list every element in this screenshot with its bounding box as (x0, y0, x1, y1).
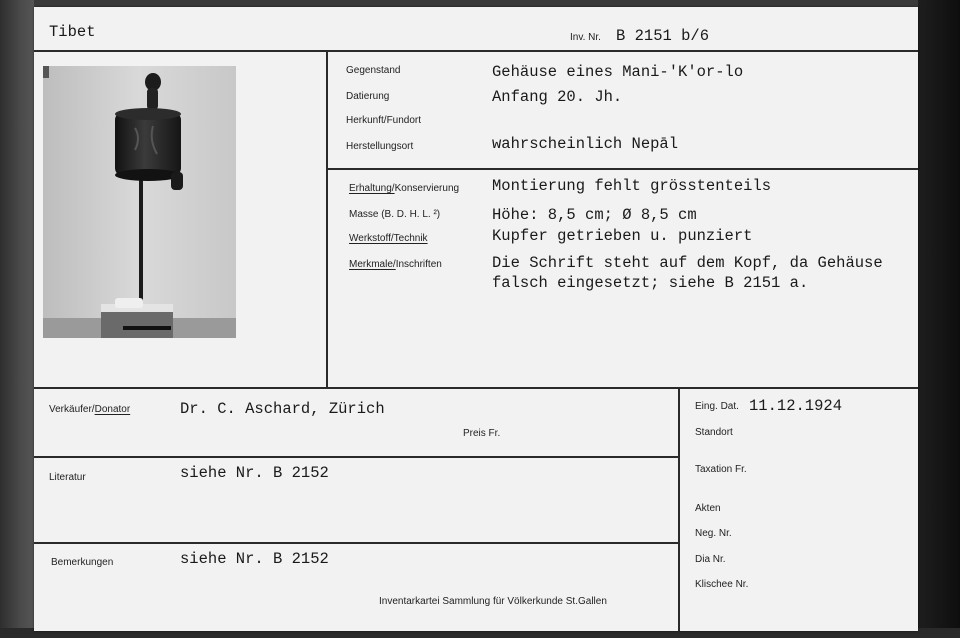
divider-acquisition (34, 456, 678, 458)
masse-value: Höhe: 8,5 cm; Ø 8,5 cm (492, 206, 697, 224)
herstellungsort-value: wahrscheinlich Nepāl (492, 135, 679, 153)
herkunft-label: Herkunft/Fundort (346, 115, 422, 126)
verkaeufer-label (49, 404, 130, 415)
erhaltung-label-underlined: Erhaltung/ (349, 183, 395, 194)
dia-nr-label: Dia Nr. (695, 554, 726, 565)
merkmale-label-rest: Inschriften (395, 259, 442, 270)
datierung-label: Datierung (346, 91, 390, 102)
gegenstand-label: Gegenstand (346, 65, 401, 76)
divider-photo (326, 50, 328, 389)
verkaeufer-label-underlined: Donator (94, 404, 131, 415)
neg-nr-label: Neg. Nr. (695, 528, 732, 539)
masse-label: Masse (B. D. H. L. ²) (349, 209, 441, 220)
card-footer: Inventarkartei Sammlung für Völkerkunde St.Gallen (379, 596, 607, 607)
merkmale-label-underlined: Merkmale/ (349, 259, 396, 270)
divider-main (34, 387, 918, 389)
erhaltung-label (349, 183, 459, 194)
inv-number-label: Inv. Nr. (570, 32, 601, 43)
inventory-card (34, 7, 918, 631)
werkstoff-label: Werkstoff/Technik (349, 233, 428, 244)
background-left (0, 0, 34, 638)
akten-label: Akten (695, 503, 721, 514)
literatur-value: siehe Nr. B 2152 (180, 464, 329, 482)
background-right (918, 0, 960, 638)
bemerkungen-label: Bemerkungen (51, 557, 114, 568)
divider-literature (34, 542, 678, 544)
eing-dat-value: 11.12.1924 (749, 397, 843, 415)
gegenstand-value: Gehäuse eines Mani-'K'or-lo (492, 63, 744, 81)
datierung-value: Anfang 20. Jh. (492, 88, 623, 106)
werkstoff-value: Kupfer getrieben u. punziert (492, 227, 753, 245)
merkmale-value-line2: falsch eingesetzt; siehe B 2151 a. (492, 274, 809, 292)
inv-number-value: B 2151 b/6 (616, 27, 710, 45)
erhaltung-label-rest: Konservierung (394, 183, 460, 194)
divider-header (34, 50, 918, 52)
divider-side (678, 387, 680, 631)
prayer-wheel-photo (43, 66, 236, 338)
merkmale-label (349, 259, 442, 270)
bemerkungen-value: siehe Nr. B 2152 (180, 550, 329, 568)
preis-label: Preis Fr. (463, 428, 501, 439)
divider-object (326, 168, 918, 170)
verkaeufer-label-first: Verkäufer/ (49, 404, 95, 415)
verkaeufer-value: Dr. C. Aschard, Zürich (180, 400, 385, 418)
literatur-label: Literatur (49, 472, 86, 483)
merkmale-value-line1: Die Schrift steht auf dem Kopf, da Gehäuse (492, 254, 883, 272)
region-label: Tibet (49, 23, 96, 41)
erhaltung-value: Montierung fehlt grösstenteils (492, 177, 772, 195)
taxation-label: Taxation Fr. (695, 464, 747, 475)
eing-dat-label: Eing. Dat. (695, 401, 739, 412)
standort-label: Standort (695, 427, 733, 438)
herstellungsort-label: Herstellungsort (346, 141, 414, 152)
klischee-nr-label: Klischee Nr. (695, 579, 749, 590)
